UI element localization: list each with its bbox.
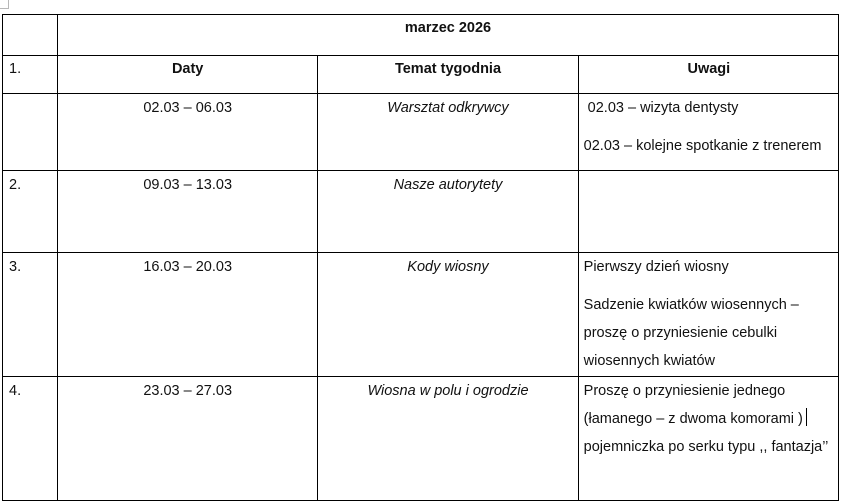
row-number: 3. — [3, 253, 58, 377]
note-line: Sadzenie kwiatków wiosennych – — [583, 297, 799, 313]
row-number: 1. — [3, 56, 58, 94]
note-line: pojemniczka po serku typu ,, fantazja’’ — [583, 439, 829, 455]
header-empty-cell — [3, 15, 58, 56]
note-line: 02.03 – kolejne spotkanie z trenerem — [583, 138, 822, 154]
note-line: 02.03 – wizyta dentysty — [587, 100, 739, 116]
note-line: Pierwszy dzień wiosny — [583, 259, 729, 275]
dates-cell: 02.03 – 06.03 — [58, 94, 318, 171]
topic-cell: Warsztat odkrywcy — [318, 94, 578, 171]
note-text: (łamanego – z dwoma komorami ) — [583, 411, 803, 427]
schedule-table — [2, 14, 839, 501]
note-line: proszę o przyniesienie cebulki — [583, 325, 778, 341]
column-header-dates: Daty — [58, 56, 318, 94]
note-line: Proszę o przyniesienie jednego — [583, 383, 786, 399]
table-row — [3, 253, 839, 377]
table-header-row — [3, 15, 839, 56]
dates-cell: 09.03 – 13.03 — [58, 171, 318, 253]
topic-cell: Kody wiosny — [318, 253, 578, 377]
note-line — [584, 405, 834, 433]
row-number: 4. — [3, 377, 58, 501]
column-header-row — [3, 56, 839, 94]
topic-cell: Wiosna w polu i ogrodzie — [318, 377, 578, 501]
table-row — [3, 171, 839, 253]
column-header-notes: Uwagi — [578, 56, 838, 94]
table-row — [3, 377, 839, 501]
table-row — [3, 94, 839, 171]
topic-cell: Nasze autorytety — [318, 171, 578, 253]
column-header-topic: Temat tygodnia — [318, 56, 578, 94]
dates-cell: 23.03 – 27.03 — [58, 377, 318, 501]
notes-cell[interactable] — [578, 377, 838, 501]
month-title: marzec 2026 — [58, 15, 839, 56]
row-number: 2. — [3, 171, 58, 253]
dates-cell: 16.03 – 20.03 — [58, 253, 318, 377]
notes-cell — [578, 171, 838, 253]
text-cursor — [806, 408, 807, 426]
row-number-cell — [3, 94, 58, 171]
notes-cell — [578, 94, 838, 171]
note-line: wiosennych kwiatów — [583, 353, 716, 369]
text-boundary-mark — [0, 0, 9, 9]
notes-cell — [578, 253, 838, 377]
